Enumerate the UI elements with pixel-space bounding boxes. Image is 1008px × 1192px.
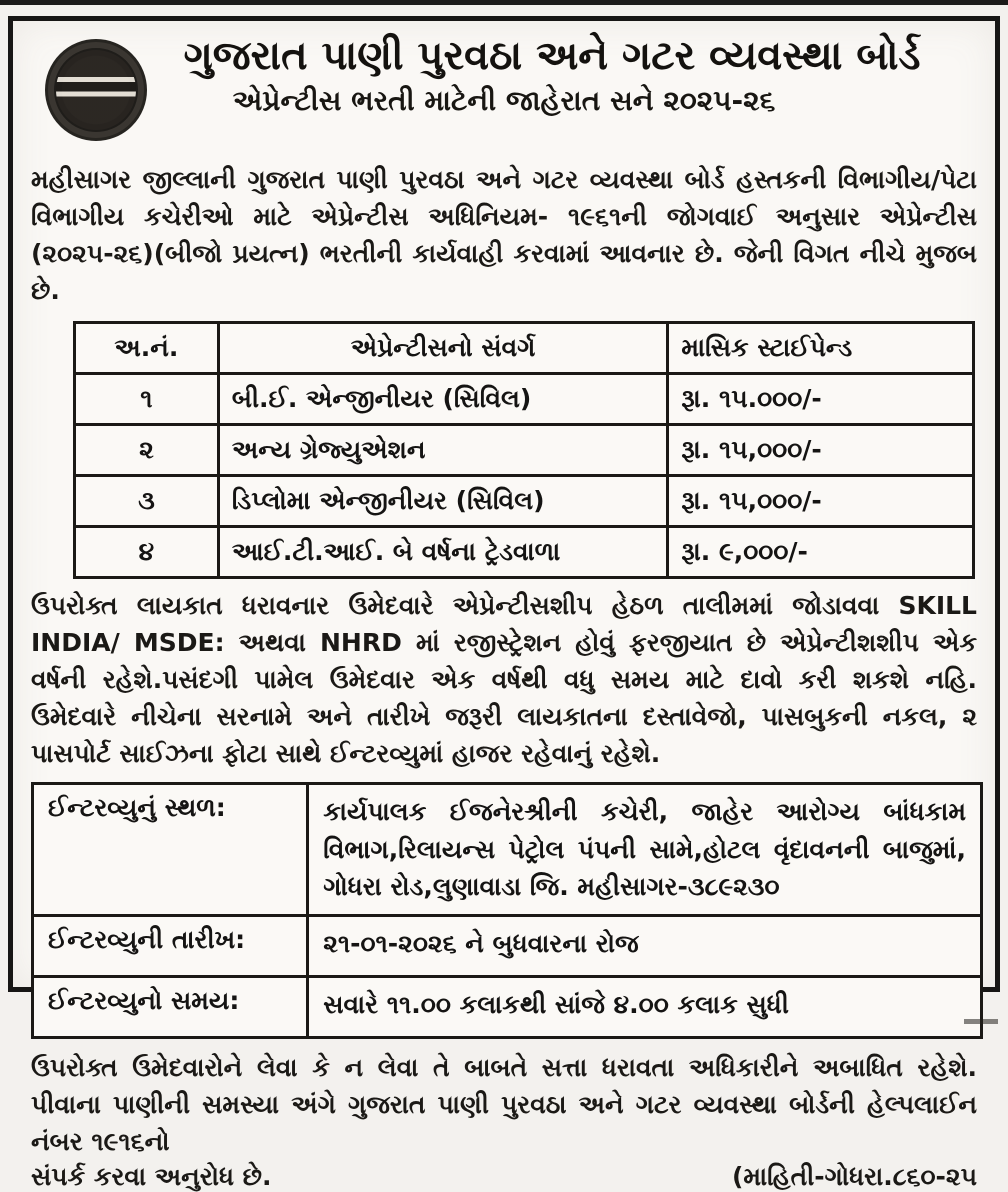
row-stipend: રૂા. ૯,૦૦૦/-	[668, 527, 974, 578]
row-category: અન્ય ગ્રેજ્યુએશન	[218, 425, 668, 476]
advertisement-border-box	[8, 16, 1000, 1191]
row-no: ૧	[75, 374, 219, 425]
table-row	[75, 374, 974, 425]
table-row-date	[33, 915, 982, 976]
table-row-time	[33, 976, 982, 1037]
row-stipend: રૂા. ૧૫,૦૦૦/-	[668, 425, 974, 476]
row-no: ૩	[75, 476, 219, 527]
interview-time-value: સવારે ૧૧.૦૦ કલાકથી સાંજે ૪.૦૦ કલાક સુધી	[308, 976, 982, 1037]
page-subtitle: એપ્રેન્ટીસ ભરતી માટેની જાહેરાત સને ૨૦૨૫-૨૬	[232, 84, 776, 117]
header-category: એપ્રેન્ટીસનો સંવર્ગ	[218, 323, 668, 374]
interview-venue-label: ઈન્ટરવ્યુનું સ્થળ:	[33, 784, 308, 916]
stipend-table-header-row	[75, 323, 974, 374]
interview-details-table	[31, 782, 983, 1039]
row-category: આઈ.ટી.આઈ. બે વર્ષના ટ્રેડવાળા	[218, 527, 668, 578]
table-row-venue	[33, 784, 982, 916]
row-category: ડિપ્લોમા એન્જીનીયર (સિવિલ)	[218, 476, 668, 527]
interview-venue-value: કાર્યપાલક ઈજનેરશ્રીની કચેરી, જાહેર આરોગ્ય બાંધકામ વિભાગ,રિલાયન્સ પેટ્રોલ પંપની સામે,હોટલ વૃંદાવનની બાજુમાં, ગોધરા રોડ,લુણાવાડા જિ. મહીસાગર-૩૮૯૨૩૦	[308, 784, 982, 916]
table-row	[75, 476, 974, 527]
intro-paragraph: મહીસાગર જીલ્લાની ગુજરાત પાણી પુરવઠા અને ગટર વ્યવસ્થા બોર્ડ હસ્તકની વિભાગીય/પેટા વિભાગીય કચેરીઓ માટે એપ્રેન્ટીસ અધિનિયમ- ૧૯૬૧ની જોગવાઈ અનુસાર એપ્રેન્ટીસ (૨૦૨૫-૨૬)(બીજો પ્રયત્ન) ભરતીની કાર્યવાહી કરવામાં આવનાર છે. જેની વિગત નીચે મુજબ છે.	[31, 165, 977, 305]
scan-corner-artifact	[964, 1019, 998, 1024]
page-top-rule	[0, 0, 1008, 5]
footer-contact-request: સંપર્ક કરવા અનુરોધ છે.	[31, 1161, 272, 1191]
footer-last-line	[31, 1162, 977, 1192]
requirements-paragraph: ઉપરોક્ત લાયકાત ધરાવનાર ઉમેદવારે એપ્રેન્ટીસશીપ હેઠળ તાલીમમાં જોડાવવા SKILL INDIA/ MSDE: અથવા NHRD માં રજીસ્ટ્રેશન હોવું ફરજીયાત છે એપ્રેન્ટીશશીપ એક વર્ષની રહેશે.પસંદગી પામેલ ઉમેદવાર એક વર્ષથી વધુ સમય માટે દાવો કરી શકશે નહિ. ઉમેદવારે નીચેના સરનામે અને તારીખે જરૂરી લાયકાતના દસ્તાવેજો, પાસબુકની નકલ, ૨ પાસપોર્ટ સાઈઝના ફોટા સાથે ઈન્ટરવ્યુમાં હાજર રહેવાનું રહેશે.	[31, 591, 977, 768]
board-seal-icon	[45, 39, 147, 141]
page-title: ગુજરાત પાણી પુરવઠા અને ગટર વ્યવસ્થા બોર્ડ	[183, 33, 921, 79]
interview-date-value: ૨૧-૦૧-૨૦૨૬ ને બુધવારના રોજ	[308, 915, 982, 976]
row-stipend: રૂા. ૧૫,૦૦૦/-	[668, 476, 974, 527]
row-category: બી.ઈ. એન્જીનીયર (સિવિલ)	[218, 374, 668, 425]
table-row	[75, 527, 974, 578]
interview-date-label: ઈન્ટરવ્યુની તારીખ:	[33, 915, 308, 976]
header-sr-no: અ.નં.	[75, 323, 219, 374]
footer-reference-number: (માહિતી-ગોધરા.૮૬૦-૨૫	[731, 1161, 977, 1191]
footer-note-paragraph: ઉપરોક્ત ઉમેદવારોને લેવા કે ન લેવા તે બાબતે સત્તા ધરાવતા અધિકારીને અબાધિત રહેશે. પીવાના પાણીની સમસ્યા અંગે ગુજરાત પાણી પુરવઠા અને ગટર વ્યવસ્થા બોર્ડની હેલ્પલાઈન નંબર ૧૯૧૬નો	[31, 1052, 977, 1156]
row-stipend: રૂા. ૧૫.૦૦૦/-	[668, 374, 974, 425]
row-no: ૪	[75, 527, 219, 578]
advertisement-header	[29, 25, 979, 153]
interview-time-label: ઈન્ટરવ્યુનો સમય:	[33, 976, 308, 1037]
row-no: ૨	[75, 425, 219, 476]
header-stipend: માસિક સ્ટાઈપેન્ડ	[668, 323, 974, 374]
table-row	[75, 425, 974, 476]
stipend-table	[73, 321, 975, 579]
board-seal-inner	[54, 48, 138, 132]
